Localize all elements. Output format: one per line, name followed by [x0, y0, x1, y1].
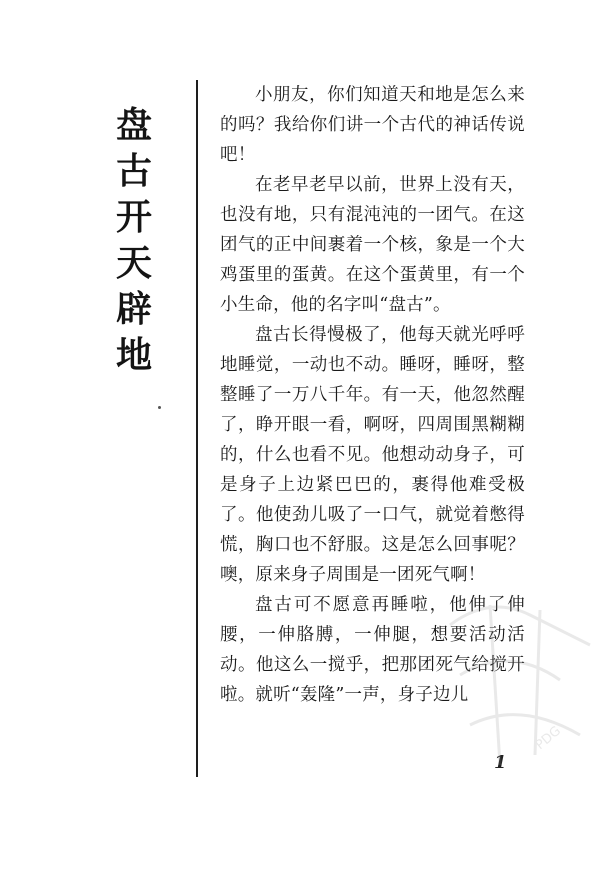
stray-dot [158, 406, 161, 409]
title-char: 盘 [115, 105, 152, 146]
paragraph: 盘古长得慢极了，他每天就光呼呼地睡觉，一动也不动。睡呀，睡呀，整整睡了一万八千年。有一天，他忽然醒了，睁开眼一看，啊呀，四周围黑糊糊的，什么也看不见。他想动动身子，可是身子上边紧巴巴的，裹得他难受极了。他使劲儿吸了一口气，就觉着憋得慌，胸口也不舒服。这是怎么回事呢？噢，原来身子周围是一团死气啊！ [220, 325, 525, 585]
title-char: 地 [115, 335, 152, 376]
chapter-title [108, 105, 160, 384]
title-char: 辟 [115, 289, 152, 330]
story-text [220, 80, 525, 710]
paragraph: 盘古可不愿意再睡啦，他伸了伸腰，一伸胳膊，一伸腿，想要活动活动。他这么一搅乎，把那团死气给搅开啦。就听“轰隆”一声，身子边儿 [220, 595, 525, 705]
vertical-divider [196, 80, 198, 777]
title-char: 天 [115, 243, 152, 284]
title-char: 开 [115, 197, 152, 238]
page-number: 1 [494, 752, 507, 773]
title-char: 古 [115, 151, 152, 192]
watermark-label: PDG [532, 723, 564, 754]
paragraph: 在老早老早以前，世界上没有天，也没有地，只有混沌沌的一团气。在这团气的正中间裹着一个核，象是一个大鸡蛋里的蛋黄。在这个蛋黄里，有一个小生命，他的名字叫“盘古”。 [220, 175, 525, 315]
paragraph: 小朋友，你们知道天和地是怎么来的吗？我给你们讲一个古代的神话传说吧！ [220, 85, 525, 165]
